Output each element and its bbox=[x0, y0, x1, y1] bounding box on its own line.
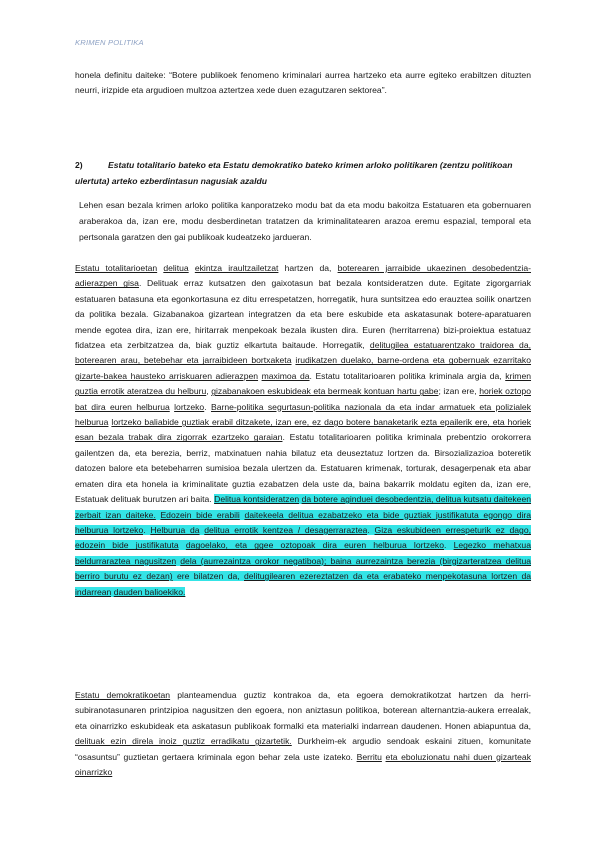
highlighted-run: Legezko mehatxua beldurraraztea nagusitzen bbox=[75, 540, 531, 566]
intro-paragraph: honela definitu daiteke: “Botere publikoek fenomeno kriminalari aurrea hartzeko eta aurre egiteko erabiltzen dituzten neurri, irizpide eta argudioen multzoa aztertzea xede duen ezagutzaren sektorea”. bbox=[75, 70, 531, 96]
running-header: KRIMEN POLITIKA bbox=[75, 38, 144, 47]
highlighted-run: delitugilearen ezereztatzen da eta erabateko menpekotasuna lortzen da indarrean bbox=[75, 571, 532, 597]
text-run: eta eboluzionatu nahi duen gizarteak oinarrizko bbox=[75, 751, 531, 778]
highlighted-run: Helburua da bbox=[150, 524, 200, 535]
highlighted-run: Edozein bide erabili bbox=[160, 509, 240, 520]
text-run: . bbox=[204, 401, 211, 412]
section-title: Estatu totalitario bateko eta Estatu demokratiko bateko krimen arloko politikaren (zentzu politikoan ulertuta) arteko ezberdintasun nagusiak azaldu bbox=[75, 160, 513, 186]
highlighted-run: dauden balioekiko. bbox=[113, 586, 186, 597]
text-run: lortzeko bbox=[174, 401, 205, 412]
highlighted-run: . bbox=[444, 540, 454, 551]
text-run: irudikatzen duelako, barne-ordena eta gobernuak ezarritako gizarte-bakea hausteko arriskuaren adierazpen bbox=[75, 355, 532, 381]
highlighted-run: daitekeela delitua ezabatzeko eta bide guztiak justifikatuta egongo dira helburua lortzeko bbox=[75, 509, 532, 535]
text-run: , bbox=[206, 386, 212, 397]
text-run: ; izan ere, bbox=[438, 386, 480, 397]
section-heading bbox=[75, 157, 537, 189]
totalitarian-paragraph bbox=[75, 261, 531, 600]
text-run: hartzen da, bbox=[278, 263, 338, 273]
section-note: Lehen esan bezala krimen arloko politika kanporatzeko modu bat da eta modu bakoitza Estatuaren eta gobernuaren araberakoa da, izan ere, modu desberdinetan tratatzen da kriminalitatearen arazoa eremu espazial, temporal eta pertsonala garatzen den gai publikoak kudeatzeko jardueran. bbox=[79, 200, 531, 242]
text-run: horiek oztopo bat dira euren helburua bbox=[75, 386, 531, 412]
text-run: delituak ezin direla inoiz guztiz erradikatu gizartetik. bbox=[75, 736, 292, 747]
highlighted-run: da botere aginduei desobedentzia, delitua kutsatu daitekeen zerbait izan daiteke. bbox=[75, 494, 532, 520]
text-run: Barne-politika segurtasun-politika nazionala da eta indar armatuek eta polizialek helburua bbox=[75, 401, 531, 428]
highlighted-run: Delitua kontsideratzen bbox=[214, 494, 300, 505]
text-run: delitugilea estatuarentzako traidorea da, boterearen arau, betebehar eta jarraibideen bortxaketa bbox=[75, 340, 531, 366]
highlighted-run bbox=[179, 540, 186, 550]
text-run: Berritu bbox=[356, 751, 382, 762]
text-run: boterearen jarraibide ukaezinen desobedentzia-adierazpen gisa bbox=[75, 263, 531, 289]
democratic-paragraph bbox=[75, 688, 531, 780]
text-run: delitua bbox=[163, 263, 189, 273]
highlighted-run: delitua errotik kentzea / desagerraraztea bbox=[204, 524, 368, 535]
highlighted-run: Giza eskubideen errespeturik ez dago, edozein bide justifikatuta bbox=[75, 524, 531, 551]
text-run: planteamendua guztiz kontrakoa da, eta egoera demokratikotzat hartzen da herri- subiranotasunaren printzipioa nagusitzen den egoera, non aniztasun politikoa, boterean alternantzia-aukera errealak, eta oinarrizko eskubideak eta askatasun publikoak formalki eta materialki indarrean daudenen. Honen abiapuntua da, bbox=[75, 690, 531, 731]
highlighted-run: dela (aurrezaintza orokor negatiboa); baina aurrezaintza berezia (birgizarteratzea delitua berriro burutu ez dezan) bbox=[75, 555, 532, 582]
highlighted-run: ere bilatzen da, bbox=[172, 571, 244, 582]
text-run: gizabanakoen eskubideak eta bermeak kontuan hartu gabe bbox=[211, 386, 439, 397]
text-run: Estatu demokratikoetan bbox=[75, 690, 171, 700]
text-run: ekintza iraultzailetzat bbox=[194, 263, 279, 273]
highlighted-run: dagoelako, eta ggee oztopoak dira euren helburua lortzeko bbox=[185, 540, 444, 551]
text-run: maximoa da bbox=[261, 370, 310, 381]
text-run: . Estatu totalitarioaren politika kriminala argia da, bbox=[309, 370, 506, 381]
text-run: Durkheim-ek argudio sendoak eskaini zituen, komunitate “osasuntsu” guztietan gertaera kriminala egon behar zela uste izateko. bbox=[75, 736, 531, 762]
section-number: 2) bbox=[75, 160, 83, 170]
text-run: Estatu totalitarioetan bbox=[75, 263, 158, 273]
text-run: krimen guztia errotik ateratzea du helburu bbox=[75, 370, 532, 397]
text-run: lortzeko baliabide guztiak erabil ditzakete, izan ere, ez dago botere banaketarik ezta epailerik ere, eta horiek esan bezala trabak dira zigorrak ezartzeko garaian bbox=[75, 417, 532, 443]
highlighted-run: . bbox=[367, 524, 375, 535]
highlighted-run: . bbox=[143, 524, 151, 535]
text-run: . Estatu totalitarioaren politika kriminala prebentzio orokorrera gailentzen da, eta berezia, berriz, matxinatuen nahia bilatuz eta deuseztatuz lortzen da. Birsozializazioa boteretik datozen balore eta betebeharren sumisioa bezala ulertzen da. Estatuaren krimenak, torturak, desagerpenak eta abar ematen dira eta honela ia kriminalitate guztia ezabatzen dela uste da, baina bakarrik moldatu egiten da, izan ere, Estatuak delituak burutzen ari baita. bbox=[75, 432, 531, 505]
text-run: . Delituak erraz kutsatzen den gaixotasun bat bezala kontsideratzen dute. Egitate zigorgarriak estatuaren batasuna eta egonkortasuna ez ditu errespetatzen, horregatik, hura suntsitzea edo erauztea soilik onartzen da politika bezala. Gizabanakoa gizartean integratzen da eta bere eskubide eta askatasunak botere-aparatuaren mende egotea dira, izan ere, hiritarrak menpekoak bezala ikusten dira. Euren (herritarrena) bizi-proiektua estatuaz fidatzea eta zerbitzatzea da, biak guztiz elkartuta baitaude. Horregatik, bbox=[75, 278, 531, 351]
